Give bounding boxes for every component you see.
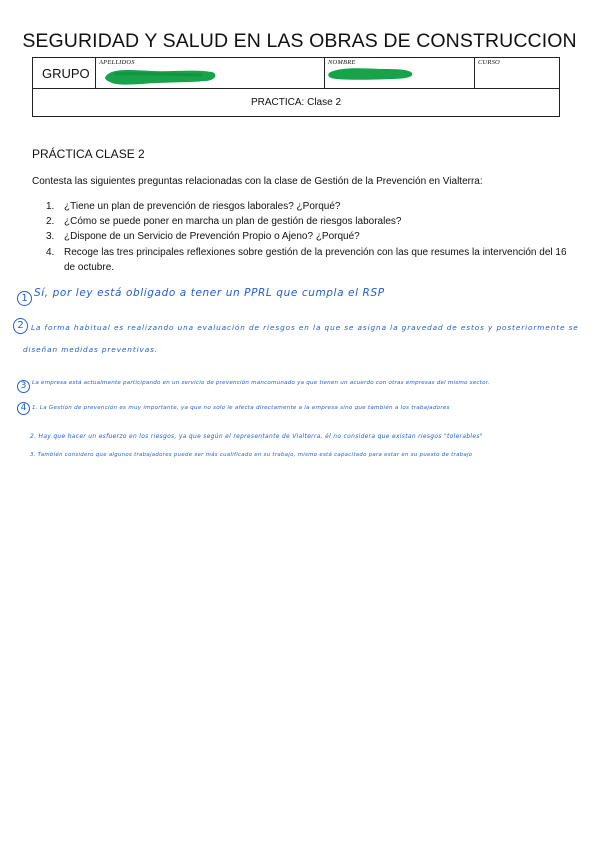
- question-item: [46, 229, 570, 244]
- answer-2-marker: 2: [13, 318, 28, 334]
- document-title: SEGURIDAD Y SALUD EN LAS OBRAS DE CONSTRUCCION: [22, 30, 577, 52]
- question-text: ¿Cómo se puede poner en marcha un plan de gestión de riesgos laborales?: [64, 216, 402, 228]
- curso-label: CURSO: [478, 59, 500, 66]
- answer-4-line-1: 1. La Gestión de prevención es muy importante, ya que no solo le afecta directamente a la empresa sino que también a los trabajadores: [32, 405, 450, 411]
- question-text: ¿Dispone de un Servicio de Prevención Propio o Ajeno? ¿Porqué?: [64, 231, 360, 243]
- question-item: [46, 199, 570, 214]
- answer-2-text-line-1: La forma habitual es realizando una evaluación de riesgos en la que se asigna la gravedad de estos y posteriormente se: [31, 323, 579, 332]
- question-number: 3.: [46, 231, 55, 243]
- question-item: [46, 214, 570, 229]
- answer-1-text: Sí, por ley está obligado a tener un PPRL que cumpla el RSP: [34, 287, 385, 299]
- redacted-name-mark: [326, 64, 416, 84]
- answer-4-line-3: 3. También considero que algunos trabajadores puede ser más cualificado en su trabajo, mismo está capacitado para estar en su puesto de trabajo: [30, 452, 473, 458]
- apellidos-label: APELLIDOS: [99, 59, 135, 66]
- answer-4-marker: 4: [17, 402, 30, 415]
- apellidos-cell: [96, 58, 325, 88]
- answer-2-text-line-2: diseñan medidas preventivas.: [23, 345, 159, 354]
- question-item: [46, 245, 570, 275]
- question-number: 4.: [46, 246, 55, 258]
- question-number: 1.: [46, 201, 55, 212]
- answer-3-text: La empresa está actualmente participando en un servicio de prevención mancomunado ya que tienen un acuerdo con otras empresas del mismo sector.: [32, 380, 490, 386]
- redacted-surname-mark: [102, 62, 222, 88]
- intro-text: Contesta las siguientes preguntas relacionadas con la clase de Gestión de la Prevención en Vialterra:: [32, 176, 483, 187]
- grupo-label: GRUPO: [42, 66, 90, 81]
- grupo-cell: [33, 58, 96, 88]
- header-row-fields: [33, 58, 559, 89]
- curso-cell: [475, 58, 559, 88]
- answer-4-line-2: 2. Hay que hacer un esfuerzo en los riesgos, ya que según el representante de Vialterra, él no considera que existan riesgos "tolerables": [30, 434, 483, 440]
- nombre-cell: [325, 58, 475, 88]
- question-list: [46, 199, 570, 275]
- header-table: [32, 57, 560, 117]
- question-text: Recoge las tres principales reflexiones sobre gestión de la prevención con las que resumes la intervención del 16 de octubre.: [64, 246, 567, 273]
- practica-label: PRACTICA: Clase 2: [250, 97, 342, 108]
- nombre-label: NOMBRE: [328, 59, 356, 66]
- answer-1-marker: 1: [17, 291, 32, 306]
- answer-3-marker: 3: [17, 380, 30, 393]
- question-text: ¿Tiene un plan de prevención de riesgos laborales? ¿Porqué?: [64, 201, 341, 212]
- section-title: PRÁCTICA CLASE 2: [32, 147, 145, 161]
- question-number: 2.: [46, 216, 55, 228]
